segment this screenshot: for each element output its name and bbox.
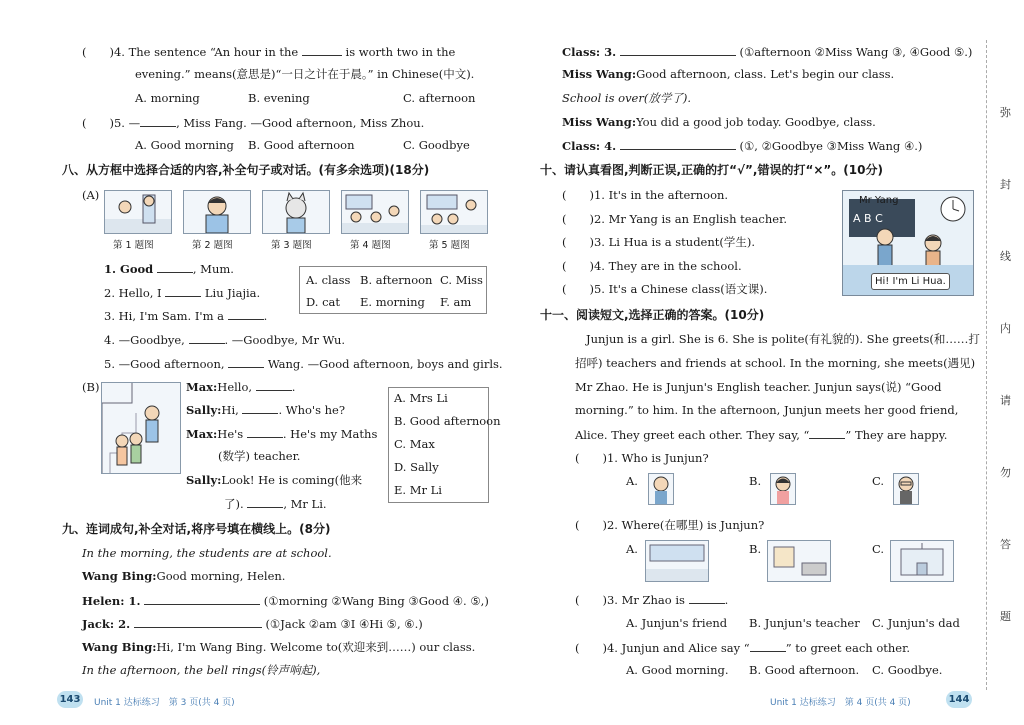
s10-item-2: ( )2. Mr Yang is an English teacher. (562, 212, 787, 226)
man-face-picture (893, 473, 919, 505)
s9-line2: Wang Bing:Good morning, Helen. (82, 569, 286, 583)
q4-opt-b: B. evening (248, 91, 310, 105)
caption-2: 第 2 题图 (192, 240, 233, 251)
s9-line1: In the morning, the students are at school. (82, 546, 332, 560)
picture-3 (262, 190, 330, 234)
dialog-b-2: Sally:Hi, . Who's he? (186, 403, 346, 417)
dialog-b-5: Sally:Look! He is coming(他来 (186, 473, 363, 487)
q3-opt-a: A. Junjun's friend (626, 616, 728, 630)
side-char-1: 弥 (1000, 106, 1011, 119)
passage-line-1: Junjun is a girl. She is 6. She is polite(有礼貌的). She greets(和……打 (586, 332, 980, 346)
picture-4 (341, 190, 409, 234)
picture-b (101, 382, 181, 474)
footer-right: Unit 1 达标练习 第 4 页(共 4 页) (770, 698, 911, 708)
s11-q3: ( )3. Mr Zhao is . (575, 593, 729, 607)
q4-opt-a: A. morning (135, 91, 200, 105)
caption-5: 第 5 题图 (429, 240, 470, 251)
speech-bubble: Hi! I'm Li Hua. (871, 273, 950, 290)
side-char-4: 内 (1000, 322, 1011, 335)
item-5: 5. —Good afternoon, Wang. —Good afternoon, boys and girls. (104, 357, 503, 371)
item-3: 3. Hi, I'm Sam. I'm a . (104, 309, 268, 323)
section-9-title: 九、连词成句,补全对话,将序号填在横线上。(8分) (62, 522, 331, 536)
q4b-opt-a: A. Good morning. (626, 663, 729, 677)
dialog-b-6: 了). , Mr Li. (224, 497, 327, 511)
classroom-picture (842, 190, 974, 296)
item-4: 4. —Goodbye, . —Goodbye, Mr Wu. (104, 333, 346, 347)
q2-opt-c: C. (872, 542, 885, 556)
s10-item-4: ( )4. They are in the school. (562, 259, 742, 273)
passage-line-4: morning.” to him. In the afternoon, Junjun meets her good friend, (575, 403, 959, 417)
class-line-3: Class: 3. (①afternoon ②Miss Wang ③, ④Good ⑤.) (562, 45, 973, 59)
blank[interactable] (302, 44, 342, 56)
picture-2 (183, 190, 251, 234)
side-char-3: 线 (1000, 250, 1011, 263)
q5-line: ( )5. — , Miss Fang. —Good afternoon, Miss Zhou. (82, 116, 425, 130)
picture-5 (420, 190, 488, 234)
dialog-b-3: Max:He's . He's my Maths (186, 427, 378, 441)
class-line-4: Class: 4. (①, ②Goodbye ③Miss Wang ④.) (562, 139, 923, 153)
option-box-b: A. Mrs Li B. Good afternoon C. Max D. Sally E. Mr Li (388, 387, 489, 503)
page-number-right: 144 (946, 691, 972, 708)
page-number-left: 143 (57, 691, 83, 708)
s9-line5: Wang Bing:Hi, I'm Wang Bing. Welcome to(欢迎来到……) our class. (82, 640, 476, 654)
s11-q4: ( )4. Junjun and Alice say “ ” to greet each other. (575, 641, 910, 655)
classroom-place-picture (645, 540, 709, 582)
dialog-b-4: (数学) teacher. (218, 449, 301, 463)
q5-opt-c: C. Goodbye (403, 138, 470, 152)
s10-item-3: ( )3. Li Hua is a student(学生). (562, 235, 756, 249)
school-place-picture (890, 540, 954, 582)
caption-1: 第 1 题图 (113, 240, 154, 251)
home-place-picture (767, 540, 831, 582)
side-char-5: 请 (1000, 394, 1011, 407)
part-a-label: (A) (82, 188, 100, 202)
miss-wang-line-1: Miss Wang:Good afternoon, class. Let's begin our class. (562, 67, 895, 81)
section-10-title: 十、请认真看图,判断正误,正确的打“√”,错误的打“×”。(10分) (540, 163, 883, 177)
section-11-title: 十一、阅读短文,选择正确的答案。(10分) (540, 308, 765, 322)
q2-opt-a: A. (626, 542, 638, 556)
caption-4: 第 4 题图 (350, 240, 391, 251)
s11-q2: ( )2. Where(在哪里) is Junjun? (575, 518, 765, 532)
s9-line6: In the afternoon, the bell rings(铃声响起), (82, 663, 321, 677)
q3-opt-c: C. Junjun's dad (872, 616, 960, 630)
teacher-name-label: Mr Yang (859, 195, 899, 206)
picture-1 (104, 190, 172, 234)
section-8-title: 八、从方框中选择合适的内容,补全句子或对话。(有多余选项)(18分) (62, 163, 430, 177)
passage-line-2: 招呼) teachers and friends at school. In the morning, she meets(遇见) (575, 356, 976, 370)
blank[interactable] (140, 115, 176, 127)
girl-face-picture (770, 473, 796, 505)
q3-opt-b: B. Junjun's teacher (749, 616, 860, 630)
s11-q1: ( )1. Who is Junjun? (575, 451, 709, 465)
q5-opt-b: B. Good afternoon (248, 138, 355, 152)
passage-line-5: Alice. They greet each other. They say, “ ” They are happy. (575, 428, 948, 442)
binding-line (986, 40, 988, 690)
boy-face-picture (648, 473, 674, 505)
side-char-6: 勿 (1000, 466, 1011, 479)
board-text: A B C (853, 212, 883, 225)
s9-line3: Helen: 1. (①morning ②Wang Bing ③Good ④. ⑤,) (82, 594, 489, 608)
side-char-7: 答 (1000, 538, 1011, 551)
q2-opt-b: B. (749, 542, 762, 556)
side-char-2: 封 (1000, 178, 1011, 191)
q4b-opt-b: B. Good afternoon. (749, 663, 860, 677)
item-2: 2. Hello, I Liu Jiajia. (104, 286, 261, 300)
s10-item-1: ( )1. It's in the afternoon. (562, 188, 729, 202)
part-b-label: (B) (82, 380, 100, 394)
caption-3: 第 3 题图 (271, 240, 312, 251)
s10-item-5: ( )5. It's a Chinese class(语文课). (562, 282, 768, 296)
q5-opt-a: A. Good morning (135, 138, 234, 152)
q4b-opt-c: C. Goodbye. (872, 663, 943, 677)
q1-opt-a: A. (626, 474, 638, 488)
miss-wang-line-2: Miss Wang:You did a good job today. Goodbye, class. (562, 115, 876, 129)
footer-left: Unit 1 达标练习 第 3 页(共 4 页) (94, 698, 235, 708)
passage-line-3: Mr Zhao. He is Junjun's English teacher. Junjun says(说) “Good (575, 380, 942, 394)
dialog-b-1: Max:Hello, . (186, 380, 296, 394)
q4-line2: evening.” means(意思是)“一日之计在于晨。” in Chinese(中文). (135, 67, 475, 81)
q4-opt-c: C. afternoon (403, 91, 476, 105)
side-char-8: 题 (1000, 610, 1011, 623)
s9-line4: Jack: 2. (①Jack ②am ③I ④Hi ⑤, ⑥.) (82, 617, 423, 631)
q1-opt-c: C. (872, 474, 885, 488)
school-over: School is over(放学了). (562, 91, 691, 105)
item-1: 1. Good , Mum. (104, 262, 234, 276)
q4-line1: ( )4. The sentence “An hour in the is worth two in the (82, 45, 456, 59)
option-box-a: A. class B. afternoon C. Miss D. cat E. morning F. am (299, 266, 487, 314)
q1-opt-b: B. (749, 474, 762, 488)
